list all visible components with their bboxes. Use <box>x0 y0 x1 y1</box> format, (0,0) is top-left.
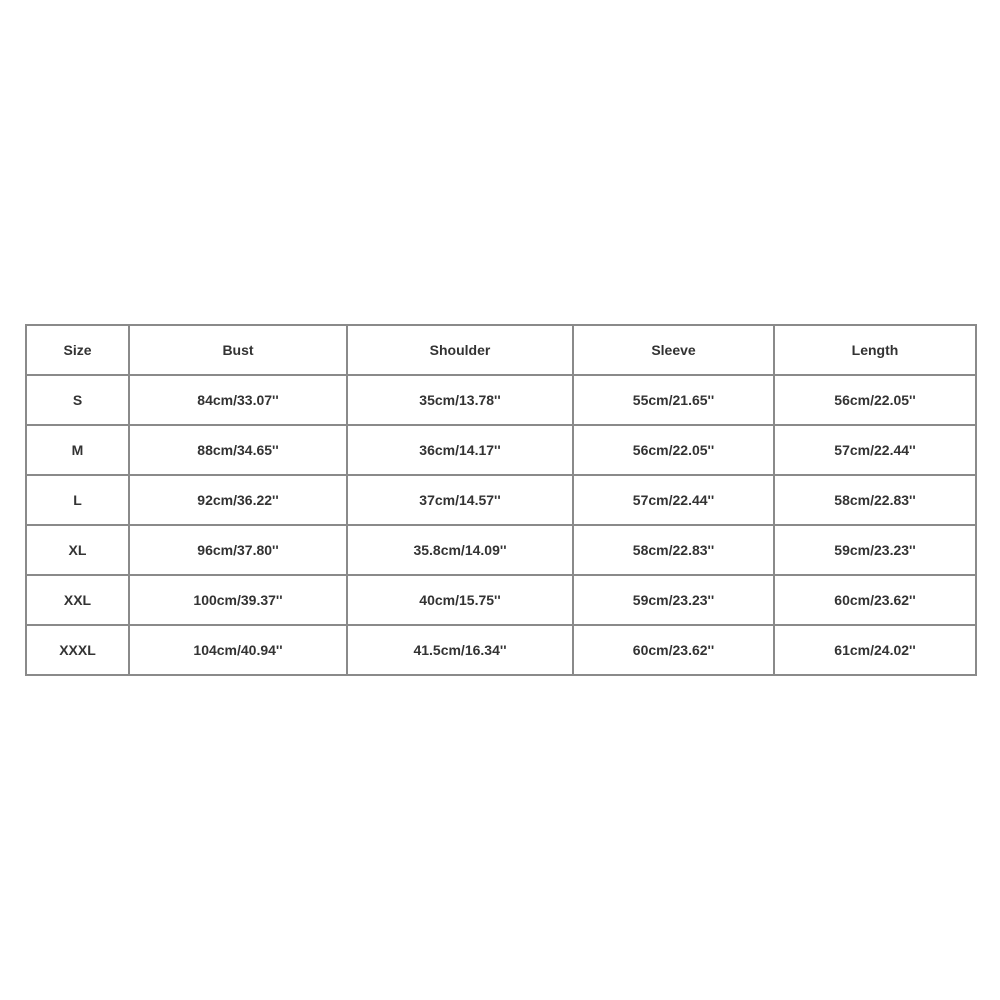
sleeve-cell: 55cm/21.65'' <box>573 375 774 425</box>
size-chart-table <box>25 324 977 676</box>
shoulder-cell: 40cm/15.75'' <box>347 575 573 625</box>
header-shoulder: Shoulder <box>347 325 573 375</box>
header-length: Length <box>774 325 976 375</box>
sleeve-cell: 60cm/23.62'' <box>573 625 774 675</box>
length-cell: 60cm/23.62'' <box>774 575 976 625</box>
length-cell: 61cm/24.02'' <box>774 625 976 675</box>
size-cell: S <box>26 375 129 425</box>
table-row <box>26 425 976 475</box>
size-cell: XXXL <box>26 625 129 675</box>
bust-cell: 104cm/40.94'' <box>129 625 347 675</box>
sleeve-cell: 58cm/22.83'' <box>573 525 774 575</box>
shoulder-cell: 36cm/14.17'' <box>347 425 573 475</box>
bust-cell: 84cm/33.07'' <box>129 375 347 425</box>
sleeve-cell: 56cm/22.05'' <box>573 425 774 475</box>
table-row <box>26 575 976 625</box>
bust-cell: 88cm/34.65'' <box>129 425 347 475</box>
bust-cell: 92cm/36.22'' <box>129 475 347 525</box>
header-sleeve: Sleeve <box>573 325 774 375</box>
size-cell: XXL <box>26 575 129 625</box>
sleeve-cell: 59cm/23.23'' <box>573 575 774 625</box>
header-size: Size <box>26 325 129 375</box>
size-cell: XL <box>26 525 129 575</box>
shoulder-cell: 37cm/14.57'' <box>347 475 573 525</box>
shoulder-cell: 35cm/13.78'' <box>347 375 573 425</box>
length-cell: 58cm/22.83'' <box>774 475 976 525</box>
header-row <box>26 325 976 375</box>
length-cell: 59cm/23.23'' <box>774 525 976 575</box>
table-row <box>26 525 976 575</box>
length-cell: 57cm/22.44'' <box>774 425 976 475</box>
header-bust: Bust <box>129 325 347 375</box>
shoulder-cell: 35.8cm/14.09'' <box>347 525 573 575</box>
size-cell: M <box>26 425 129 475</box>
bust-cell: 96cm/37.80'' <box>129 525 347 575</box>
table-row <box>26 475 976 525</box>
sleeve-cell: 57cm/22.44'' <box>573 475 774 525</box>
table-row <box>26 625 976 675</box>
length-cell: 56cm/22.05'' <box>774 375 976 425</box>
bust-cell: 100cm/39.37'' <box>129 575 347 625</box>
table-row <box>26 375 976 425</box>
size-cell: L <box>26 475 129 525</box>
shoulder-cell: 41.5cm/16.34'' <box>347 625 573 675</box>
